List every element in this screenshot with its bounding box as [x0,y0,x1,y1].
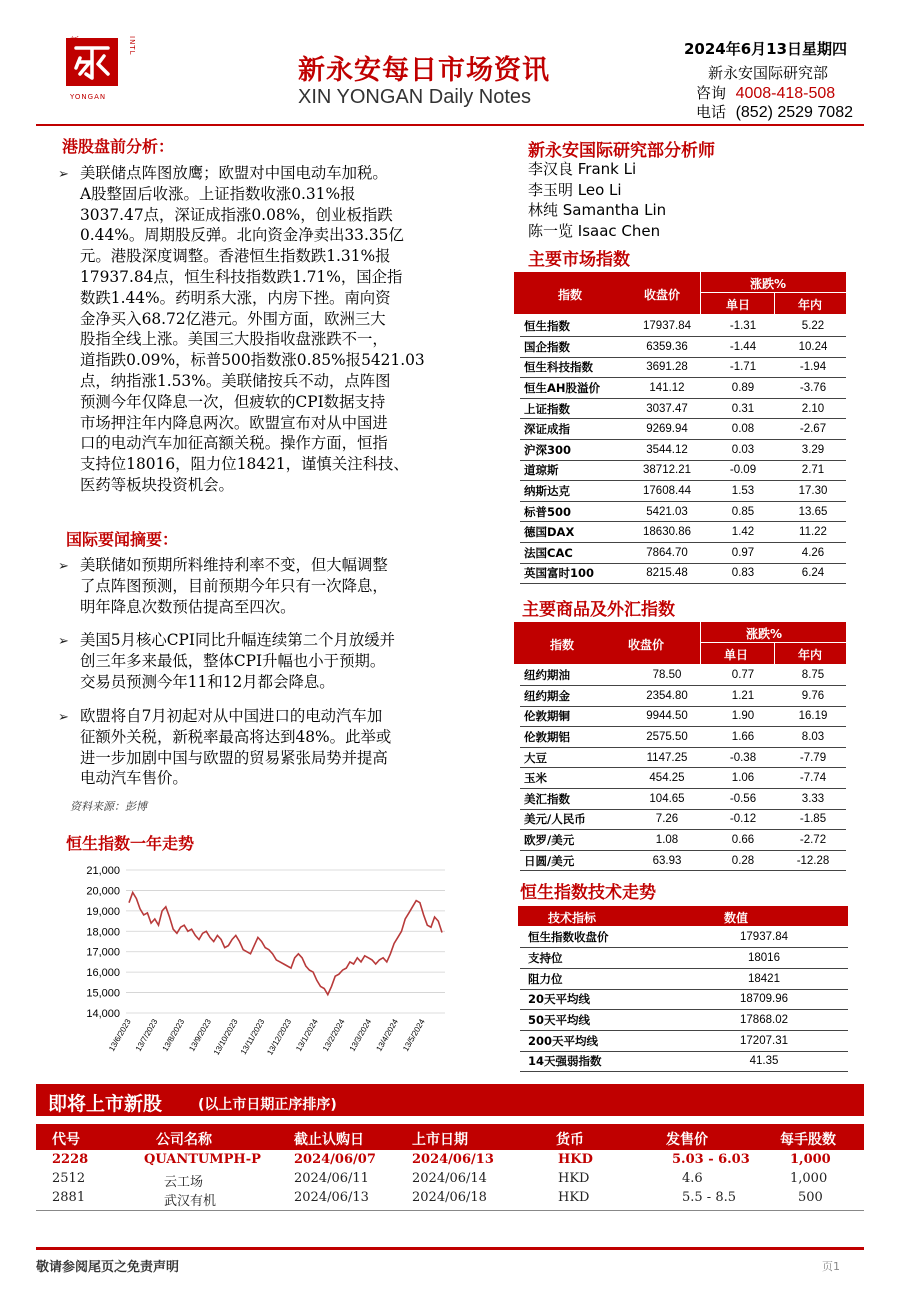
day-change: -1.44 [706,337,780,358]
col-index: 指数 [550,638,575,652]
day-change: 0.08 [706,419,780,440]
table-row [520,948,848,969]
table-row [520,316,846,337]
day-change: 1.06 [706,768,780,789]
close-value: 2354.80 [628,686,706,707]
y-tick-label: 14,000 [86,1008,120,1020]
ipo-subtitle: (以上市日期正序排序) [198,1097,337,1113]
day-change: 0.03 [706,440,780,461]
ytd-change: 3.29 [780,440,846,461]
logo-text-intl: INTL [128,36,136,56]
y-tick-label: 15,000 [86,987,120,1000]
text-line: 欧盟将自7月初起对从中国进口的电动汽车加 [80,707,383,725]
x-tick-label: 13/10/2023 [211,1017,240,1057]
ipo-deadline: 2024/06/07 [294,1152,376,1167]
text-line: 数跌1.44%。药明系大涨，内房下挫。南向资 [80,288,391,307]
day-change: 0.77 [706,665,780,686]
ipo-bottom-rule [36,1210,864,1211]
text-line: 预测今年仅降息一次，但疲软的CPI数据支持 [80,392,386,411]
ipo-listing: 2024/06/18 [412,1190,487,1205]
table-row [520,850,846,871]
x-tick-label: 13/6/2023 [107,1017,133,1053]
table-row [520,727,846,748]
ipo-code[interactable]: 2228 [52,1152,89,1167]
day-change: -0.09 [706,460,780,481]
table-row [520,440,846,461]
index-name: 欧罗/美元 [520,830,628,851]
ipo-price: 4.6 [682,1171,703,1186]
col-lot: 每手股数 [780,1132,836,1148]
text-line: 口的电动汽车加征高额关税。操作方面，恒指 [80,434,388,453]
analyst-name: 李玉明 Leo Li [528,180,622,199]
y-tick-label: 18,000 [86,926,120,939]
technical-table [520,927,848,1072]
table-row [520,927,848,948]
x-tick-label: 13/4/2024 [374,1017,401,1053]
ytd-change: 2.10 [780,398,846,419]
indicator-value: 41.35 [680,1051,848,1072]
text-line: 电动汽车售价。 [80,769,188,788]
table-row [520,460,846,481]
col-change: 涨跌% [750,277,787,291]
day-change: 0.28 [706,850,780,871]
phone-label: 电话 [696,103,727,121]
research-dept: 新永安国际研究部 [708,64,829,82]
text-line: 点，纳指涨1.53%。美联储按兵不动，点阵图 [80,371,391,390]
indicator-value: 18421 [680,968,848,989]
table-row [520,398,846,419]
table-row [520,378,846,399]
day-change: -0.12 [706,809,780,830]
indicator-value: 17868.02 [680,1010,848,1031]
phone-contact [696,101,853,122]
close-value: 454.25 [628,768,706,789]
text-line: 金净买入68.72亿港元。外围方面，欧洲三大 [80,309,386,328]
commodities-table [520,665,846,871]
x-tick-label: 13/9/2023 [187,1017,213,1053]
ytd-change: 10.24 [780,337,846,358]
bullet-arrow-icon: ➢ [58,710,69,725]
text-line: 17937.84点，恒生科技指数跌1.71%，国企指 [80,267,403,286]
consult-label: 咨询 [696,84,727,102]
logo-text-yongan: YONGAN [70,93,107,101]
chart-x-ticks [107,1017,427,1057]
ipo-lot: 1,000 [790,1171,828,1186]
index-name: 美元/人民币 [520,809,628,830]
text-line: 进一步加剧中国与欧盟的贸易紧张局势并提高 [80,748,388,767]
text-line: 了点阵图预测，目前预期今年只有一次降息， [80,576,388,595]
table-row [520,501,846,522]
ipo-currency: HKD [558,1171,590,1186]
day-change: 1.42 [706,522,780,543]
table-row [520,563,846,584]
index-name: 上证指数 [520,398,628,419]
analysts-title: 新永安国际研究部分析师 [528,141,715,161]
ipo-currency: HKD [558,1190,590,1205]
ytd-change: 6.24 [780,563,846,584]
index-name: 纽约期油 [520,665,628,686]
text-line: 股指全线上涨。美国三大股指收盘涨跌不一， [80,330,388,349]
close-value: 1147.25 [628,747,706,768]
technical-title: 恒生指数技术走势 [520,883,656,903]
text-line: 元。港股深度调整。香港恒生指数跌1.31%报 [80,247,391,266]
day-change: -0.56 [706,789,780,810]
indicator-name: 50天平均线 [520,1010,680,1031]
ytd-change: 3.33 [780,789,846,810]
analyst-list [528,159,666,241]
market-indices-header [514,272,846,314]
bullet-arrow-icon: ➢ [58,167,69,182]
index-name: 纳斯达克 [520,481,628,502]
table-row [520,543,846,564]
index-name: 恒生指数 [520,316,628,337]
col-tech-name: 技术指标 [548,911,597,925]
hsi-line-chart [60,855,455,1080]
index-name: 标普500 [520,501,628,522]
index-name: 美汇指数 [520,789,628,810]
col-index: 指数 [558,288,583,302]
index-name: 法国CAC [520,543,628,564]
ytd-change: 5.22 [780,316,846,337]
market-indices-title: 主要市场指数 [528,250,630,270]
text-line: 美联储如预期所料维持利率不变，但大幅调整 [80,556,388,574]
table-row [520,968,848,989]
analyst-name: 林纯 Samantha Lin [528,201,667,219]
day-change: 0.89 [706,378,780,399]
text-line: 明年降息次数预估提高至四次。 [80,597,296,616]
table-row [520,747,846,768]
text-line: A股整固后收涨。上证指数收涨0.31%报 [80,184,356,203]
close-value: 3691.28 [628,357,706,378]
indicator-value: 18016 [680,948,848,969]
close-value: 17608.44 [628,481,706,502]
analyst-name: 陈一览 Isaac Chen [528,221,661,240]
ytd-change: 11.22 [780,522,846,543]
y-tick-label: 21,000 [86,865,120,877]
indicator-name: 14天强弱指数 [520,1051,680,1072]
close-value: 63.93 [628,850,706,871]
phone-number[interactable]: (852) 2529 7082 [735,104,853,121]
ytd-change: 9.76 [780,686,846,707]
report-title-cn: 新永安每日市场资讯 [298,55,550,86]
bullet-arrow-icon: ➢ [58,634,69,649]
ipo-company: 云工场 [164,1175,204,1190]
table-row [520,830,846,851]
index-name: 日圆/美元 [520,850,628,871]
indicator-value: 18709.96 [680,989,848,1010]
ipo-lot: 1,000 [790,1152,831,1167]
indicator-name: 恒生指数收盘价 [520,927,680,948]
ytd-change: -3.76 [780,378,846,399]
text-line: 3037.47点，深证成指涨0.08%，创业板指跌 [80,205,393,224]
day-change: 1.90 [706,706,780,727]
index-name: 道琼斯 [520,460,628,481]
close-value: 18630.86 [628,522,706,543]
col-deadline: 截止认购日 [294,1132,364,1148]
index-name: 纽约期金 [520,686,628,707]
report-date: 2024年6月13日星期四 [684,40,848,58]
y-tick-label: 19,000 [86,905,120,918]
table-row [520,337,846,358]
day-change: 0.85 [706,501,780,522]
table-row [520,1051,848,1072]
x-tick-label: 13/5/2024 [401,1017,427,1053]
market-indices-table [520,316,846,584]
disclaimer-note: 敬请参阅尾页之免责声明 [36,1260,180,1275]
indicator-name: 200天平均线 [520,1030,680,1051]
day-change: 0.66 [706,830,780,851]
index-name: 德国DAX [520,522,628,543]
ipo-code[interactable]: 2881 [52,1190,86,1205]
table-row [520,357,846,378]
index-name: 大豆 [520,747,628,768]
intl-news-title: 国际要闻摘要： [66,530,179,549]
ytd-change: -7.79 [780,747,846,768]
consult-contact [696,82,835,103]
bullet-arrow-icon: ➢ [58,559,69,574]
col-close: 收盘价 [628,638,665,652]
close-value: 7864.70 [628,543,706,564]
indicator-name: 20天平均线 [520,989,680,1010]
ytd-change: -12.28 [780,850,846,871]
indicator-name: 阻力位 [520,968,680,989]
text-line: 0.44%。周期股反弹。北向资金净卖出33.35亿 [80,226,404,245]
hk-premarket-title: 港股盘前分析： [62,137,175,156]
indicator-value: 17937.84 [680,927,848,948]
index-name: 沪深300 [520,440,628,461]
intl-news-item [80,706,391,789]
day-change: 0.31 [706,398,780,419]
index-name: 恒生AH股溢价 [520,378,628,399]
y-tick-label: 16,000 [86,967,120,980]
y-tick-label: 17,000 [86,946,120,959]
logo-text-xin: 新 [70,37,80,47]
close-value: 141.12 [628,378,706,399]
ipo-currency: HKD [558,1152,593,1167]
col-year: 年内 [798,298,823,312]
col-day: 单日 [724,648,749,662]
col-price: 发售价 [666,1132,708,1148]
chart-y-ticks [86,865,120,1020]
ytd-change: -1.85 [780,809,846,830]
close-value: 3037.47 [628,398,706,419]
table-row [520,665,846,686]
ytd-change: -1.94 [780,357,846,378]
index-name: 伦敦期铝 [520,727,628,748]
text-line: 美国5月核心CPI同比升幅连续第二个月放缓并 [80,631,396,649]
day-change: 1.21 [706,686,780,707]
table-row [520,686,846,707]
col-tech-value: 数值 [724,911,749,925]
hk-premarket-text [80,163,425,496]
chart-gridlines [126,870,445,1013]
data-source: 资料来源：彭博 [70,800,147,813]
technical-header [518,906,848,926]
col-change: 涨跌% [746,627,783,641]
ytd-change: 8.75 [780,665,846,686]
ipo-lot: 500 [798,1190,823,1205]
text-line: 交易员预测今年11和12月都会降息。 [80,672,335,691]
text-line: 道指跌0.09%，标普500指数涨0.85%报5421.03 [80,351,425,370]
ytd-change: 4.26 [780,543,846,564]
report-title-en: XIN YONGAN Daily Notes [298,86,532,108]
hsi-chart-title: 恒生指数一年走势 [66,834,195,853]
x-tick-label: 13/2/2024 [320,1017,347,1053]
ytd-change: -2.67 [780,419,846,440]
ipo-title: 即将上市新股 [48,1093,163,1115]
ipo-company: 武汉有机 [164,1194,217,1209]
day-change: -0.38 [706,747,780,768]
day-change: 1.53 [706,481,780,502]
col-year: 年内 [798,648,823,662]
text-line: 市场押注年内降息两次。欧盟宣布对从中国进 [80,413,388,432]
ipo-listing: 2024/06/14 [412,1171,487,1186]
close-value: 8215.48 [628,563,706,584]
ipo-price: 5.5 - 8.5 [682,1190,737,1205]
text-line: 创三年多来最低，整体CPI升幅也小于预期。 [80,651,386,670]
close-value: 9944.50 [628,706,706,727]
ytd-change: 2.71 [780,460,846,481]
ytd-change: 17.30 [780,481,846,502]
ytd-change: -7.74 [780,768,846,789]
day-change: -1.31 [706,316,780,337]
x-tick-label: 13/12/2023 [265,1017,294,1057]
ytd-change: 8.03 [780,727,846,748]
header-divider [36,124,864,126]
page-number: 页1 [822,1260,840,1273]
consult-number[interactable]: 4008-418-508 [735,85,836,102]
close-value: 17937.84 [628,316,706,337]
x-tick-label: 13/11/2023 [238,1017,267,1057]
ipo-deadline: 2024/06/13 [294,1190,369,1205]
ipo-listing: 2024/06/13 [412,1152,494,1167]
col-listing: 上市日期 [412,1132,468,1148]
table-row [520,789,846,810]
col-company: 公司名称 [156,1132,212,1148]
ipo-code[interactable]: 2512 [52,1171,86,1186]
ipo-deadline: 2024/06/11 [294,1171,369,1186]
text-line: 美联储点阵图放鹰；欧盟对中国电动车加税。 [80,164,388,182]
day-change: 1.66 [706,727,780,748]
table-row [520,481,846,502]
table-row [520,1030,848,1051]
x-tick-label: 13/3/2024 [347,1017,374,1053]
ipo-price: 5.03 - 6.03 [672,1152,750,1167]
close-value: 3544.12 [628,440,706,461]
close-value: 2575.50 [628,727,706,748]
index-name: 恒生科技指数 [520,357,628,378]
day-change: 0.97 [706,543,780,564]
analyst-name: 李汉良 Frank Li [528,160,637,178]
col-code: 代号 [52,1132,80,1148]
close-value: 5421.03 [628,501,706,522]
table-row [520,809,846,830]
intl-news-item [80,630,395,692]
ytd-change: 16.19 [780,706,846,727]
close-value: 104.65 [628,789,706,810]
footer-divider [36,1247,864,1250]
table-row [520,768,846,789]
col-currency: 货币 [556,1132,584,1148]
close-value: 6359.36 [628,337,706,358]
intl-news-item [80,555,388,617]
commodities-title: 主要商品及外汇指数 [522,600,675,620]
close-value: 78.50 [628,665,706,686]
hsi-series-line [129,893,442,995]
day-change: 0.83 [706,563,780,584]
table-row [520,989,848,1010]
x-tick-label: 13/7/2023 [133,1017,160,1053]
close-value: 9269.94 [628,419,706,440]
x-tick-label: 13/8/2023 [160,1017,187,1053]
text-line: 医药等板块投资机会。 [80,475,234,494]
index-name: 深证成指 [520,419,628,440]
day-change: -1.71 [706,357,780,378]
ytd-change: -2.72 [780,830,846,851]
commodities-header [514,622,846,664]
ytd-change: 13.65 [780,501,846,522]
indicator-name: 支持位 [520,948,680,969]
ipo-company: QUANTUMPH-P [144,1152,261,1167]
table-row [520,522,846,543]
table-row [520,1010,848,1031]
index-name: 伦敦期铜 [520,706,628,727]
close-value: 38712.21 [628,460,706,481]
text-line: 征额外关税，新税率最高将达到48%。此举或 [80,727,392,746]
index-name: 国企指数 [520,337,628,358]
table-row [520,419,846,440]
col-close: 收盘价 [644,288,681,302]
close-value: 1.08 [628,830,706,851]
col-day: 单日 [726,298,751,312]
index-name: 玉米 [520,768,628,789]
text-line: 支持位18016，阻力位18421，谨慎关注科技、 [80,455,409,474]
x-tick-label: 13/1/2024 [294,1017,320,1053]
indicator-value: 17207.31 [680,1030,848,1051]
y-tick-label: 20,000 [86,885,120,898]
table-row [520,706,846,727]
index-name: 英国富时100 [520,563,628,584]
close-value: 7.26 [628,809,706,830]
